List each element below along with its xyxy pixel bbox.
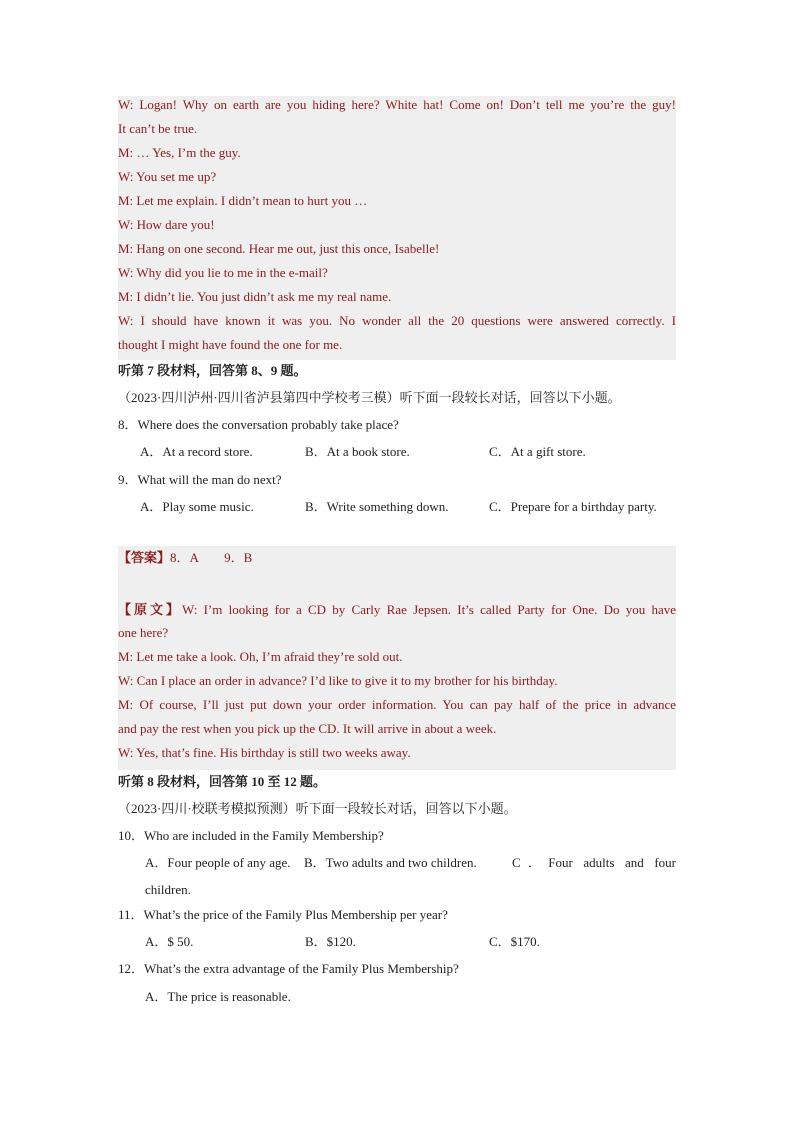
- option-c: C．Four adults and four: [512, 855, 676, 870]
- dialogue-line: thought I might have found the one for me.: [118, 336, 676, 360]
- option-a: A．At a record store.: [140, 444, 253, 459]
- option-a: A．Play some music.: [140, 499, 254, 514]
- dialogue-line: M: I didn’t lie. You just didn’t ask me my real name.: [118, 288, 676, 312]
- transcript-line: [118, 598, 676, 624]
- answer-text: 8．A 9．B: [170, 550, 253, 565]
- question-stem: 9．What will the man do next?: [118, 472, 282, 487]
- shaded-spacer: [118, 574, 676, 598]
- option-b: B．At a book store.: [305, 444, 410, 459]
- transcript-line: M: Let me take a look. Oh, I’m afraid they’re sold out.: [118, 648, 676, 672]
- transcript-label: 【原文】: [118, 602, 182, 617]
- transcript-line: W: Yes, that’s fine. His birthday is still two weeks away.: [118, 744, 676, 770]
- question-source: （2023·四川泸州·四川省泸县第四中学校考三模）听下面一段较长对话，回答以下小题。: [118, 390, 621, 405]
- dialogue-line: W: I should have known it was you. No wonder all the 20 questions were answered correctly. I: [118, 312, 676, 336]
- option-a: A．$ 50.: [145, 934, 194, 949]
- dialogue-line: M: Let me explain. I didn’t mean to hurt you …: [118, 192, 676, 216]
- transcript-line: one here?: [118, 624, 676, 648]
- option-c: C．$170.: [489, 934, 540, 949]
- dialogue-line: W: How dare you!: [118, 216, 676, 240]
- question-stem: 11．What’s the price of the Family Plus Membership per year?: [118, 907, 448, 922]
- dialogue-line: W: You set me up?: [118, 168, 676, 192]
- question-stem: 8．Where does the conversation probably take place?: [118, 417, 399, 432]
- option-b: B．$120.: [305, 934, 356, 949]
- answer-label: 【答案】: [118, 550, 171, 565]
- question-source: （2023·四川·校联考模拟预测）听下面一段较长对话，回答以下小题。: [118, 801, 517, 816]
- question-stem: 10．Who are included in the Family Membership?: [118, 828, 384, 843]
- section-heading: 听第 8 段材料，回答第 10 至 12 题。: [118, 774, 327, 789]
- transcript-line: M: Of course, I’ll just put down your order information. You can pay half of the price in advance: [118, 696, 676, 720]
- option-a: A．Four people of any age.: [145, 855, 291, 870]
- option-a: A．The price is reasonable.: [145, 989, 291, 1004]
- dialogue-line: M: Hang on one second. Hear me out, just this once, Isabelle!: [118, 240, 676, 264]
- question-stem: 12．What’s the extra advantage of the Family Plus Membership?: [118, 961, 459, 976]
- dialogue-line: W: Logan! Why on earth are you hiding here? White hat! Come on! Don’t tell me you’re the guy!: [118, 96, 676, 120]
- answer-line: [118, 546, 676, 574]
- option-b: B．Write something down.: [305, 499, 449, 514]
- option-b: B．Two adults and two children.: [304, 855, 477, 870]
- option-c-continued: children.: [145, 882, 191, 897]
- dialogue-line: It can’t be true.: [118, 120, 676, 144]
- dialogue-line: M: … Yes, I’m the guy.: [118, 144, 676, 168]
- option-c: C．At a gift store.: [489, 444, 586, 459]
- transcript-line: W: Can I place an order in advance? I’d like to give it to my brother for his birthday.: [118, 672, 676, 696]
- dialogue-line: W: Why did you lie to me in the e-mail?: [118, 264, 676, 288]
- transcript-text: W: I’m looking for a CD by Carly Rae Jepsen. It’s called Party for One. Do you have: [181, 602, 676, 617]
- section-heading: 听第 7 段材料，回答第 8、9 题。: [118, 363, 307, 378]
- option-c: C．Prepare for a birthday party.: [489, 499, 657, 514]
- transcript-line: and pay the rest when you pick up the CD. It will arrive in about a week.: [118, 720, 676, 744]
